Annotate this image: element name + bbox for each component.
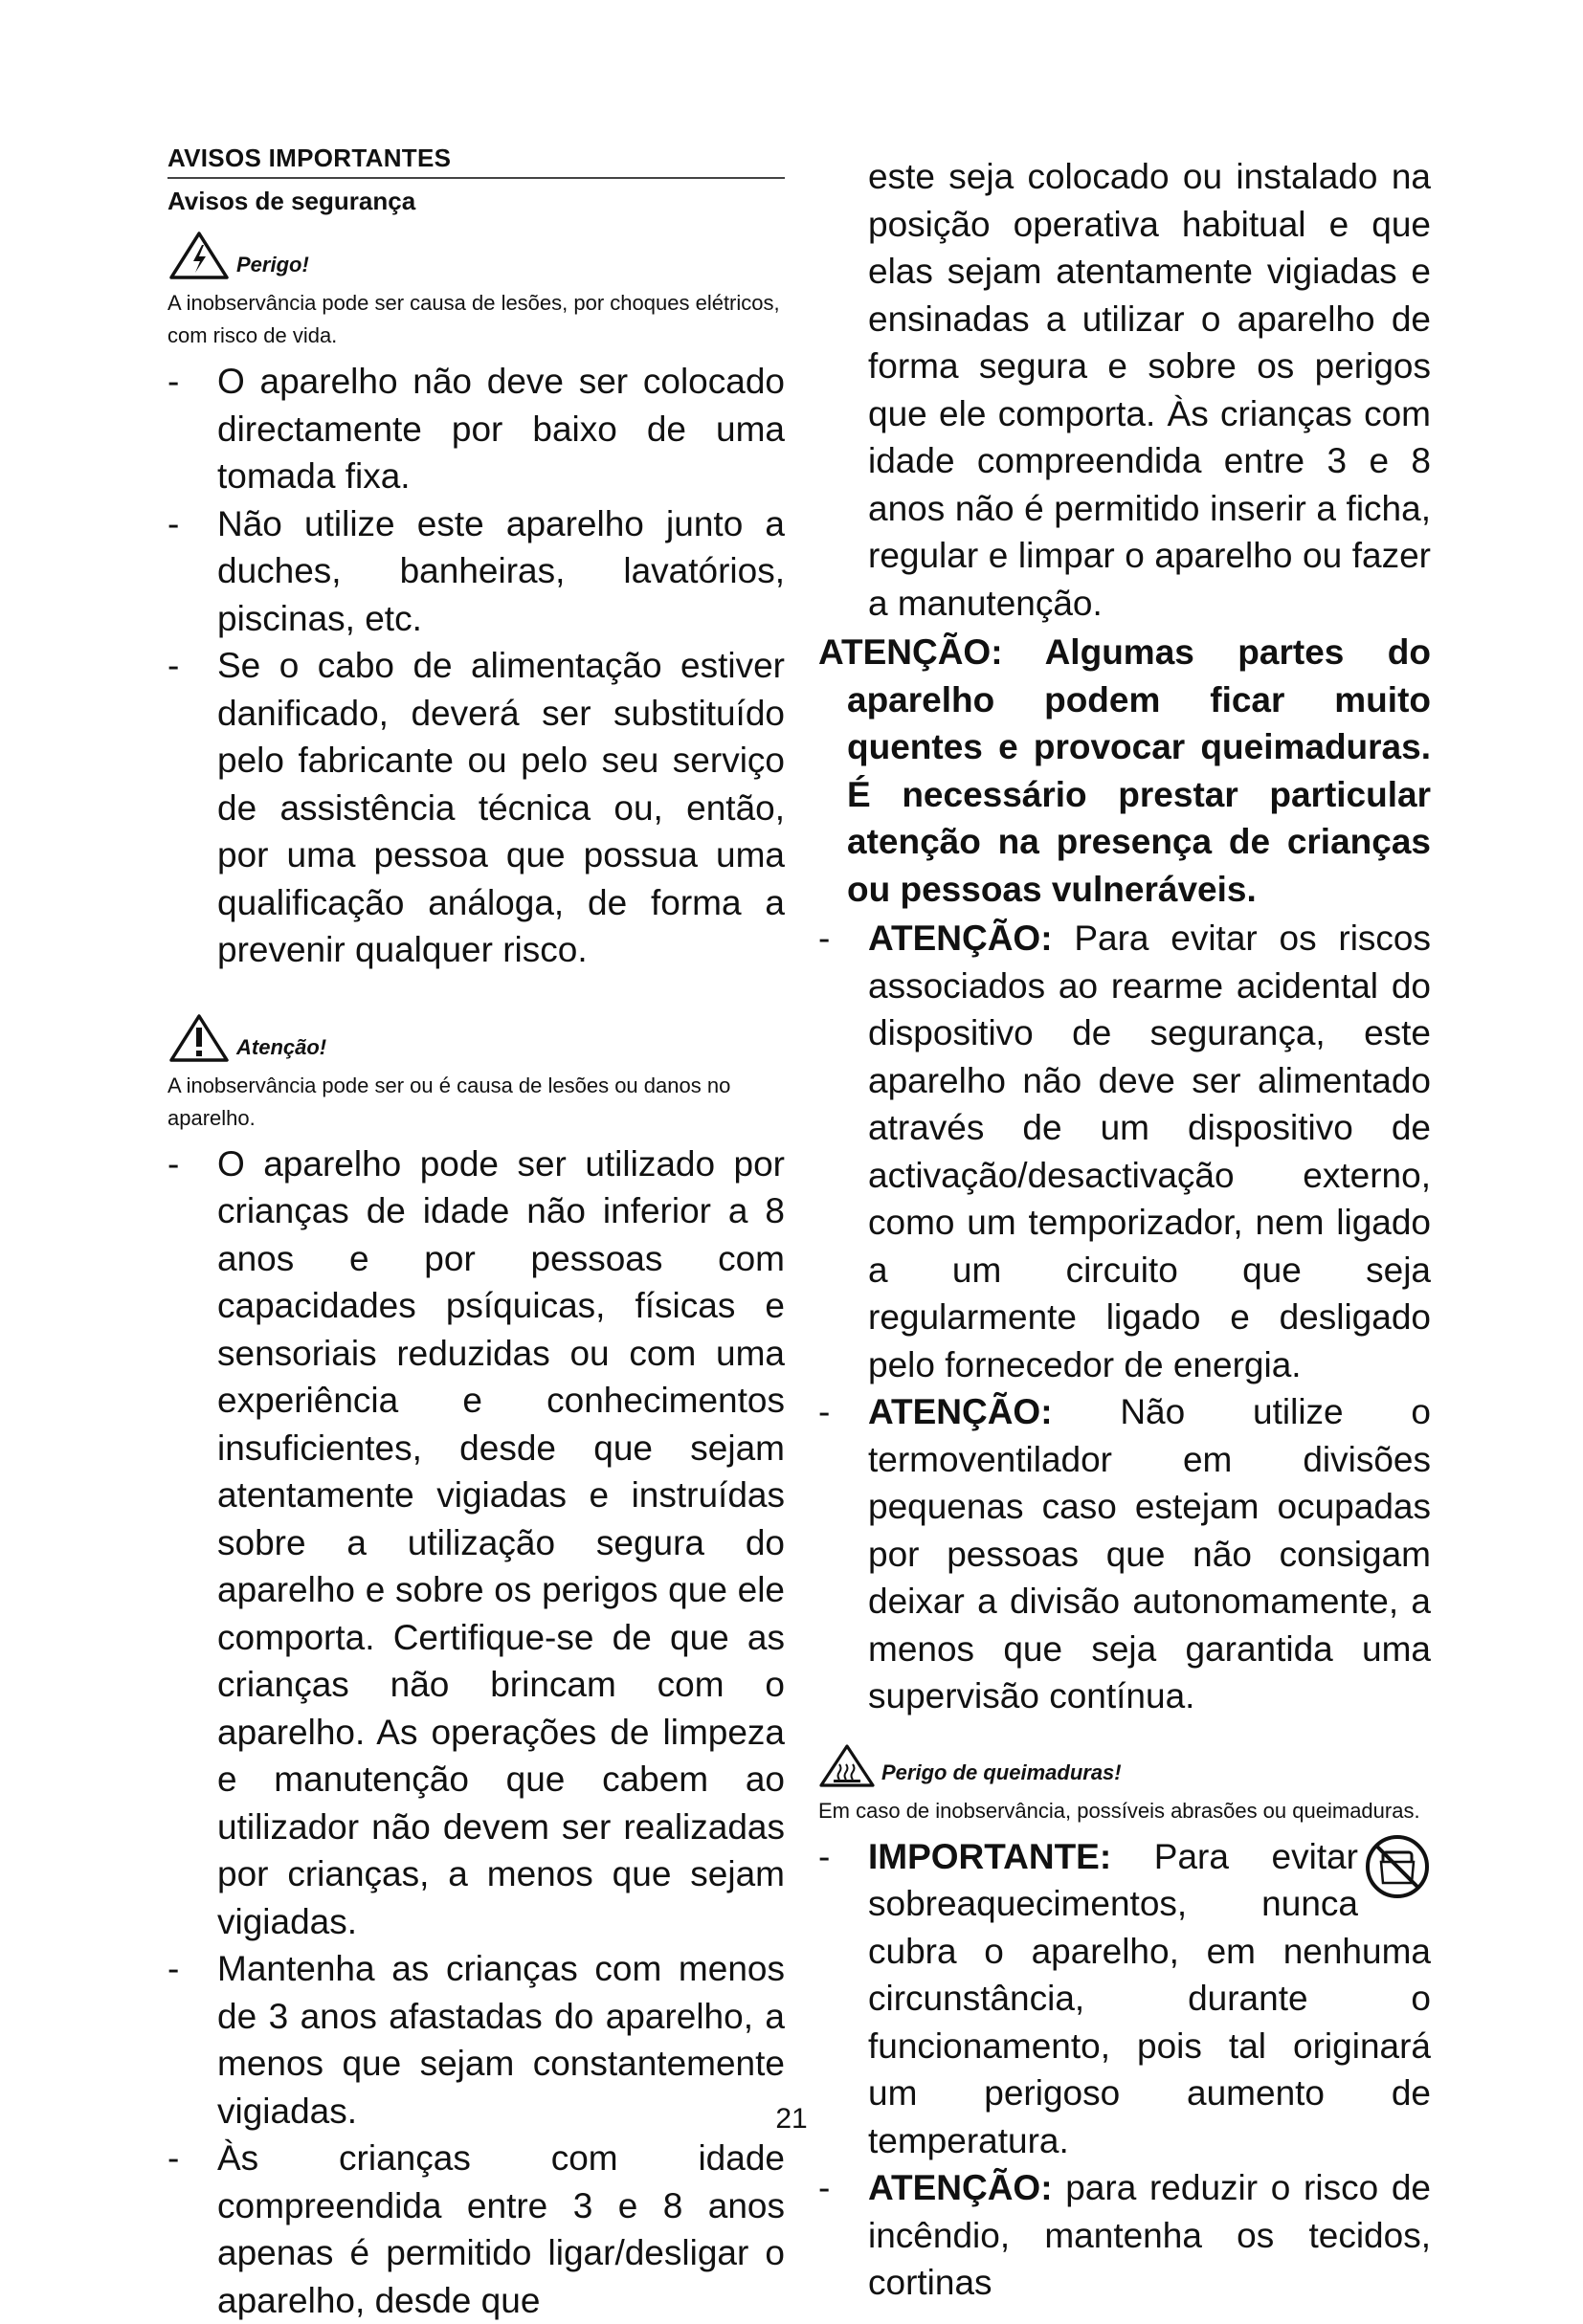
- burn-text: Em caso de inobservância, possíveis abrasões ou queimaduras.: [818, 1798, 1420, 1823]
- item-label: ATENÇÃO:: [868, 919, 1053, 958]
- left-column: [167, 144, 785, 2324]
- page-number: 21: [775, 2103, 808, 2135]
- hot-surface-warning-icon: [818, 1743, 876, 1789]
- list-item: - Se o cabo de alimentação estiver danificado, deverá ser substituído pelo fabricante ou pelo seu serviço de assistência técnica ou, então, por uma pessoa que possua uma qualificação análoga, de forma a prevenir qualquer risco.: [167, 646, 785, 969]
- attention-label: Atenção!: [236, 1034, 327, 1059]
- exclamation-warning-icon: [167, 1012, 231, 1064]
- continuation-paragraph: este seja colocado ou instalado na posição operativa habitual e que elas sejam atentamente vigiadas e ensinadas a utilizar o aparelho de forma segura e sobre os perigos que ele comporta. Às crianças com idade compreendida entre 3 e 8 anos não é permitido inserir a ficha, regular e limpar o aparelho ou fazer a manutenção.: [868, 157, 1431, 623]
- danger-text: A inobservância pode ser causa de lesões, por choques elétricos, com risco de vida.: [167, 291, 780, 347]
- danger-heading: [167, 230, 785, 281]
- subsection-title: Avisos de segurança: [167, 187, 416, 215]
- list-item: - ATENÇÃO: para reduzir o risco de incêndio, mantenha os tecidos, cortinas: [818, 2168, 1432, 2302]
- attention-text: A inobservância pode ser ou é causa de lesões ou danos no aparelho.: [167, 1073, 731, 1130]
- bold-warning: ATENÇÃO: Algumas partes do aparelho podem ficar muito quentes e provocar queimaduras. É necessário prestar particular atenção na presença de crianças ou pessoas vulneráveis.: [818, 632, 1431, 909]
- attention-heading: [167, 1012, 785, 1064]
- list-item: - O aparelho não deve ser colocado directamente por baixo de uma tomada fixa.: [167, 362, 785, 496]
- do-not-cover-icon: [1364, 1833, 1431, 1900]
- list-item: - ATENÇÃO: Para evitar os riscos associados ao rearme acidental do dispositivo de segurança, este aparelho não deve ser alimentado através de um dispositivo de activação/desactivação externo, como um temporizador, nem ligado a um circuito que seja regularmente ligado e desligado pelo fornecedor de energia.: [818, 919, 1432, 1384]
- danger-label: Perigo!: [236, 253, 309, 277]
- right-column: [818, 153, 1431, 2307]
- section-title: AVISOS IMPORTANTES: [167, 144, 785, 179]
- burn-heading: [818, 1743, 1431, 1789]
- electric-hazard-icon: [167, 230, 231, 281]
- list-item: - O aparelho pode ser utilizado por crianças de idade não inferior a 8 anos e por pessoas com capacidades psíquicas, físicas e sensoriais reduzidas ou com uma experiência e conhecimentos insuficientes, desde que sejam atentamente vigiadas e instruídas sobre a utilização segura do aparelho e sobre os perigos que ele comporta. Certifique-se de que as crianças não brincam com o aparelho. As operações de limpeza e manutenção que cabem ao utilizador não devem ser realizadas por crianças, a menos que sejam vigiadas.: [167, 1143, 785, 1941]
- list-item: - ATENÇÃO: Não utilize o termoventilador em divisões pequenas caso estejam ocupadas por pessoas que não consigam deixar a divisão autonomamente, a menos que seja garantida uma supervisão contínua.: [818, 1392, 1431, 1715]
- list-item: - Não utilize este aparelho junto a duches, banheiras, lavatórios, piscinas, etc.: [167, 503, 785, 638]
- list-item: - Às crianças com idade compreendida entre 3 e 8 anos apenas é permitido ligar/desligar o aparelho, desde que: [167, 2138, 785, 2320]
- item-label: ATENÇÃO:: [868, 2168, 1053, 2207]
- burn-label: Perigo de queimaduras!: [881, 1760, 1122, 1784]
- list-item: - IMPORTANTE: Para evitar sobreaquecimentos, nunca cubra o aparelho, em nenhuma circunstância, durante o funcionamento, pois tal originará um perigoso aumento de temperatura.: [818, 1833, 1431, 2165]
- list-item: - Mantenha as crianças com menos de 3 anos afastadas do aparelho, a menos que sejam constantemente vigiadas.: [167, 1949, 785, 2131]
- item-label: IMPORTANTE:: [868, 1836, 1112, 1876]
- item-label: ATENÇÃO:: [868, 1392, 1053, 1431]
